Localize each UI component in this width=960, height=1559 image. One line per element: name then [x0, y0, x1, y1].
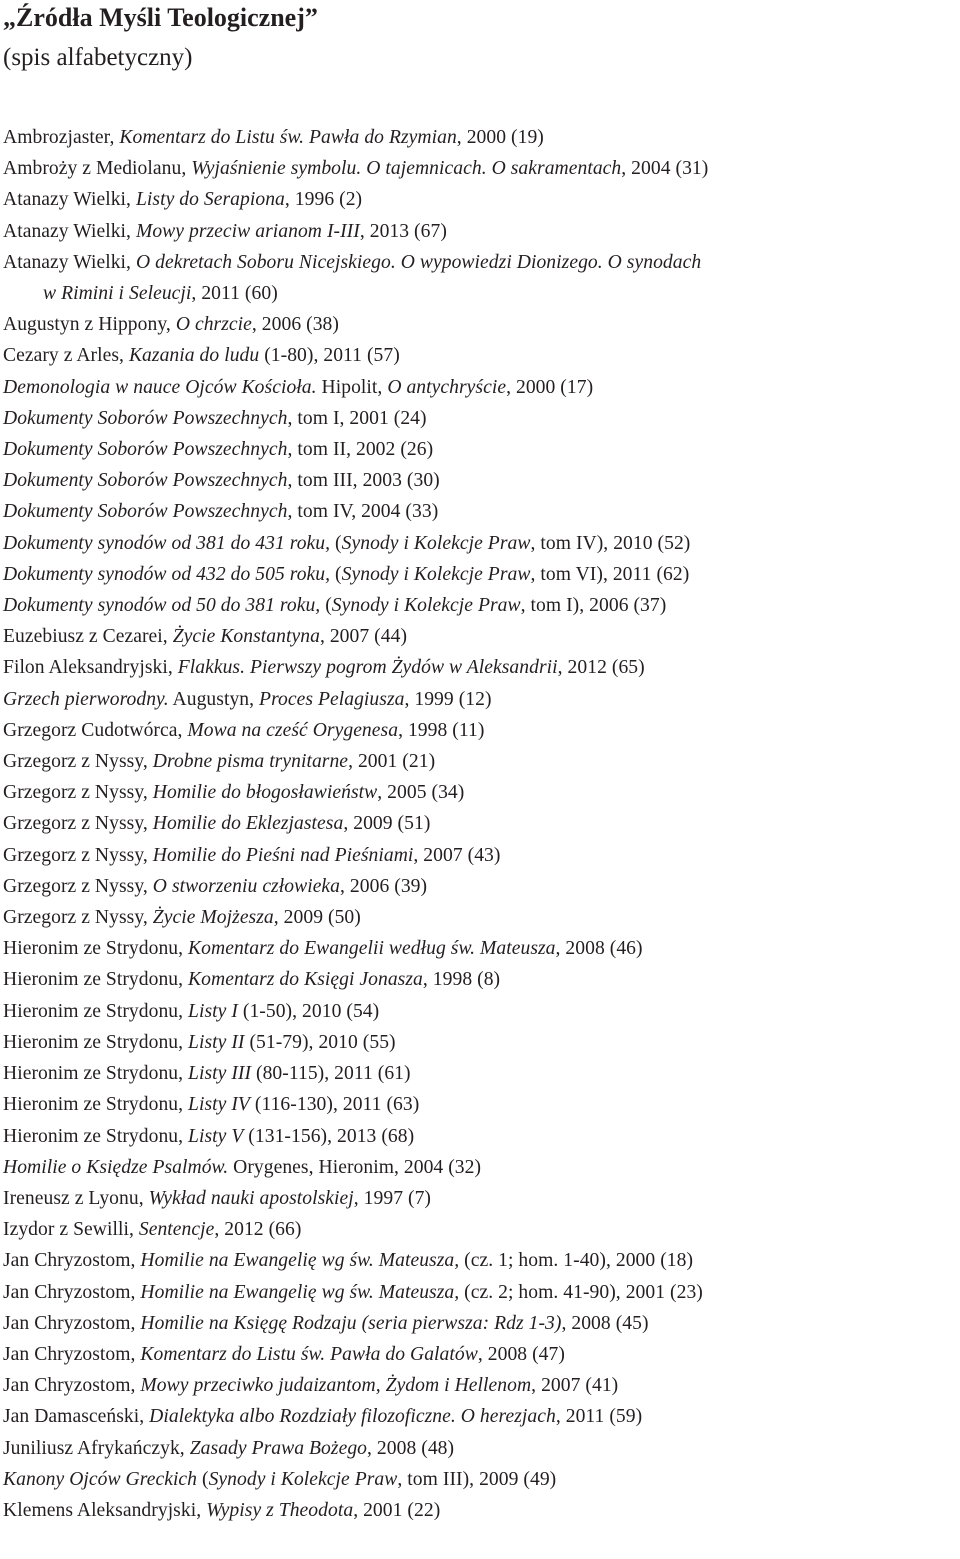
list-item — [3, 590, 960, 621]
entry-text: , 2013 (67) — [359, 220, 447, 242]
list-item — [3, 652, 960, 683]
entry-text: , 2009 (50) — [273, 907, 361, 929]
list-item — [3, 684, 960, 715]
entry-title-italic: Listy V — [188, 1125, 244, 1147]
entry-text: Augustyn, — [168, 688, 260, 710]
entry-title-italic: Kazania do ludu — [128, 345, 260, 367]
entry-title-italic: O antychryście — [387, 376, 507, 398]
entry-title-italic: Dokumenty Soborów Powszechnych — [3, 470, 288, 492]
entry-title-italic: O stworzeniu człowieka — [152, 875, 341, 897]
entry-title-italic: Komentarz do Listu św. Pawła do Galatów — [140, 1343, 478, 1365]
list-item — [3, 153, 960, 184]
list-item — [3, 122, 960, 153]
entry-text: Hieronim ze Strydonu, — [3, 938, 189, 960]
entry-title-italic: Dokumenty synodów od 50 do 381 roku, — [3, 595, 321, 617]
entry-text: Jan Damasceński, — [3, 1406, 150, 1428]
entry-text: , 1998 (11) — [398, 719, 485, 741]
entry-text: , 2012 (65) — [557, 657, 645, 679]
list-item — [3, 1370, 960, 1401]
entry-text: Juniliusz Afrykańczyk, — [3, 1437, 190, 1459]
entry-text: , 2006 (39) — [340, 875, 428, 897]
entry-title-italic: Synody i Kolekcje Praw — [341, 563, 531, 585]
entry-title-italic: Grzech pierworodny. — [3, 688, 169, 710]
entry-text: Izydor z Sewilli, — [3, 1219, 139, 1241]
entry-text: Grzegorz z Nyssy, — [3, 844, 153, 866]
entry-text: ( — [330, 532, 342, 554]
entry-title-italic: Listy do Serapiona — [135, 189, 285, 211]
entry-text: (131-156), 2013 (68) — [243, 1125, 415, 1147]
entry-title-italic: Dialektyka albo Rozdziały filozoficzne. O herezjach — [149, 1406, 556, 1428]
entry-text: (cz. 2; hom. 41-90), 2001 (23) — [459, 1281, 703, 1303]
entry-title-italic: Listy III — [188, 1063, 252, 1085]
entry-text: ( — [320, 595, 332, 617]
list-item — [3, 1339, 960, 1370]
entry-title-italic: Synody i Kolekcje Praw — [331, 595, 521, 617]
entry-text: , 2001 (21) — [348, 751, 436, 773]
entry-text: , tom III), 2009 (49) — [397, 1468, 557, 1490]
entry-text: , 2007 (43) — [413, 844, 501, 866]
entry-title-italic: Homilie do Pieśni nad Pieśniami — [152, 844, 414, 866]
list-item — [3, 403, 960, 434]
entry-title-italic: Komentarz do Ewangelii według św. Mateusza — [188, 938, 556, 960]
entry-text: Ireneusz z Lyonu, — [3, 1187, 149, 1209]
list-item — [3, 247, 960, 309]
entry-title-italic: Dokumenty Soborów Powszechnych — [3, 407, 288, 429]
entry-text: , 2006 (38) — [251, 314, 339, 336]
entry-text: ( — [330, 563, 342, 585]
entry-text: , 2008 (45) — [561, 1312, 649, 1334]
entry-text: , tom VI), 2011 (62) — [530, 563, 690, 585]
entry-text: , tom IV), 2010 (52) — [530, 532, 691, 554]
entry-text: Grzegorz Cudotwórca, — [3, 719, 188, 741]
list-item — [3, 777, 960, 808]
entry-title-italic: Dokumenty synodów od 432 do 505 roku, — [3, 563, 331, 585]
list-item — [3, 528, 960, 559]
list-item — [3, 340, 960, 371]
list-item — [3, 746, 960, 777]
entry-title-italic: Życie Konstantyna — [172, 626, 320, 648]
list-item — [3, 1058, 960, 1089]
entry-title-italic: Dokumenty Soborów Powszechnych — [3, 439, 288, 461]
entry-text: , 2001 (22) — [353, 1499, 441, 1521]
entry-text: , 2004 (31) — [621, 158, 709, 180]
entry-text: Jan Chryzostom, — [3, 1312, 141, 1334]
list-item — [3, 1245, 960, 1276]
entry-title-italic: Proces Pelagiusza — [259, 688, 405, 710]
entry-text: Jan Chryzostom, — [3, 1281, 141, 1303]
list-item — [3, 1121, 960, 1152]
entry-title-italic: Mowy przeciw arianom I-III — [135, 220, 360, 242]
entry-text: , 2005 (34) — [377, 782, 465, 804]
entry-title-italic: Mowa na cześć Orygenesa — [187, 719, 399, 741]
entry-title-italic: Zasady Prawa Bożego — [189, 1437, 368, 1459]
entry-title-italic: Kanony Ojców Greckich — [3, 1468, 198, 1490]
entry-text: , 1998 (8) — [422, 969, 501, 991]
list-item — [3, 621, 960, 652]
entry-title-italic: Homilie o Księdze Psalmów. — [3, 1156, 229, 1178]
entry-text: Jan Chryzostom, — [3, 1250, 141, 1272]
entry-text: , 2007 (41) — [531, 1375, 619, 1397]
entry-title-italic: Sentencje — [138, 1219, 215, 1241]
entry-text: Grzegorz z Nyssy, — [3, 751, 153, 773]
list-item — [3, 465, 960, 496]
list-item — [3, 1027, 960, 1058]
entry-text: (116-130), 2011 (63) — [249, 1094, 420, 1116]
list-item — [3, 184, 960, 215]
entry-text: (1-50), 2010 (54) — [237, 1000, 380, 1022]
entry-title-italic: O dekretach Soboru Nicejskiego. O wypowiedzi Dionizego. O synodach — [135, 251, 702, 273]
page-subtitle: (spis alfabetyczny) — [3, 44, 193, 71]
list-item — [3, 1089, 960, 1120]
entry-title-italic: Dokumenty synodów od 381 do 431 roku, — [3, 532, 331, 554]
entry-title-italic: Komentarz do Księgi Jonasza — [188, 969, 423, 991]
entry-title-italic: Homilie do Eklezjastesa — [152, 813, 344, 835]
entry-title-italic: O chrzcie — [175, 314, 252, 336]
entry-text: Hieronim ze Strydonu, — [3, 1031, 189, 1053]
entry-title-italic: Homilie na Ewangelię wg św. Mateusza, — [140, 1281, 460, 1303]
list-item — [3, 996, 960, 1027]
entry-title-italic: Wykład nauki apostolskiej — [148, 1187, 354, 1209]
entry-text: Ambrozjaster, — [3, 127, 120, 148]
entry-title-italic: Homilie na Ewangelię wg św. Mateusza, — [140, 1250, 460, 1272]
list-item — [3, 1308, 960, 1339]
entry-text: , 2008 (48) — [367, 1437, 455, 1459]
entry-text: Orygenes, Hieronim, 2004 (32) — [228, 1156, 482, 1178]
entry-title-italic: Listy I — [188, 1000, 238, 1022]
list-item — [3, 964, 960, 995]
page-title: „Źródła Myśli Teologicznej” — [3, 3, 318, 32]
entry-title-italic: Dokumenty Soborów Powszechnych — [3, 501, 288, 523]
list-item — [3, 434, 960, 465]
entry-text: , tom III, 2003 (30) — [287, 470, 440, 492]
entry-text: Hipolit, — [316, 376, 388, 398]
entry-title-italic: Flakkus. Pierwszy pogrom Żydów w Aleksandrii — [177, 657, 558, 679]
entry-text: Euzebiusz z Cezarei, — [3, 626, 173, 648]
entry-text: Atanazy Wielki, — [3, 189, 136, 211]
entry-text: Hieronim ze Strydonu, — [3, 1125, 189, 1147]
entry-text: Atanazy Wielki, — [3, 220, 136, 242]
entry-title-italic: Listy II — [188, 1031, 245, 1053]
entry-text: , tom I), 2006 (37) — [520, 595, 667, 617]
entry-title-italic: Mowy przeciwko judaizantom, Żydom i Hellenom — [140, 1375, 532, 1397]
entry-text: Grzegorz z Nyssy, — [3, 782, 153, 804]
entry-text: Hieronim ze Strydonu, — [3, 1094, 189, 1116]
list-item — [3, 1183, 960, 1214]
list-item — [3, 1433, 960, 1464]
entry-title-italic: Życie Mojżesza — [152, 907, 274, 929]
entry-text: Jan Chryzostom, — [3, 1343, 141, 1365]
entry-text: , 2009 (51) — [343, 813, 431, 835]
list-item — [3, 372, 960, 403]
list-item — [3, 933, 960, 964]
list-item — [3, 715, 960, 746]
entry-title-italic: Homilie na Księgę Rodzaju (seria pierwsza: Rdz 1-3) — [140, 1312, 562, 1334]
entry-text: , 1999 (12) — [404, 688, 492, 710]
entry-text: , tom II, 2002 (26) — [287, 439, 434, 461]
entry-title-italic: Wyjaśnienie symbolu. O tajemnicach. O sakramentach — [191, 158, 622, 180]
entry-text: Hieronim ze Strydonu, — [3, 1000, 189, 1022]
entry-text: Filon Aleksandryjski, — [3, 657, 178, 679]
entry-text: , 2012 (66) — [214, 1219, 302, 1241]
entry-text: , 1997 (7) — [353, 1187, 431, 1209]
entry-text: Cezary z Arles, — [3, 345, 129, 367]
list-item — [3, 1401, 960, 1432]
entry-text: Hieronim ze Strydonu, — [3, 1063, 189, 1085]
entry-text: , 2007 (44) — [319, 626, 408, 648]
entry-text: Grzegorz z Nyssy, — [3, 813, 153, 835]
list-item — [3, 309, 960, 340]
entry-title-italic: Synody i Kolekcje Praw — [208, 1468, 398, 1490]
entry-text: , tom I, 2001 (24) — [287, 407, 427, 429]
entry-title-italic: Komentarz do Listu św. Pawła do Rzymian — [119, 127, 457, 148]
list-item — [3, 496, 960, 527]
entry-text: , 2011 (59) — [555, 1406, 643, 1428]
entry-title-italic: Listy IV — [188, 1094, 250, 1116]
entry-text: , 2011 (60) — [191, 283, 278, 305]
entry-text: Ambroży z Mediolanu, — [3, 158, 192, 180]
bibliography-list — [3, 122, 960, 1526]
list-item — [3, 902, 960, 933]
entry-text: ( — [197, 1468, 209, 1490]
entry-continuation-line — [3, 278, 960, 309]
entry-title-italic: Synody i Kolekcje Praw — [341, 532, 531, 554]
list-item — [3, 1495, 960, 1526]
entry-text: , tom IV, 2004 (33) — [287, 501, 439, 523]
entry-text: , 2000 (17) — [506, 376, 594, 398]
entry-text: Augustyn z Hippony, — [3, 314, 176, 336]
list-item — [3, 1277, 960, 1308]
entry-text: Atanazy Wielki, — [3, 251, 136, 273]
entry-text: Jan Chryzostom, — [3, 1375, 141, 1397]
entry-text: (51-79), 2010 (55) — [244, 1031, 396, 1053]
entry-title-italic: Demonologia w nauce Ojców Kościoła. — [3, 376, 317, 398]
entry-text: Grzegorz z Nyssy, — [3, 907, 153, 929]
entry-text: (cz. 1; hom. 1-40), 2000 (18) — [459, 1250, 694, 1272]
entry-text: Klemens Aleksandryjski, — [3, 1499, 207, 1521]
entry-text: , 2008 (46) — [555, 938, 643, 960]
list-item — [3, 840, 960, 871]
list-item — [3, 216, 960, 247]
entry-text: , 2000 (19) — [456, 127, 544, 148]
list-item — [3, 1214, 960, 1245]
entry-text: (80-115), 2011 (61) — [251, 1063, 411, 1085]
list-item — [3, 559, 960, 590]
entry-text: Grzegorz z Nyssy, — [3, 875, 153, 897]
entry-title-italic: Wypisy z Theodota — [206, 1499, 354, 1521]
list-item — [3, 1152, 960, 1183]
list-item — [3, 808, 960, 839]
entry-text: (1-80), 2011 (57) — [259, 345, 400, 367]
entry-title-italic: Drobne pisma trynitarne — [152, 751, 349, 773]
entry-text: , 2008 (47) — [477, 1343, 565, 1365]
entry-title-italic: w Rimini i Seleucji — [43, 283, 192, 305]
list-item — [3, 871, 960, 902]
list-item — [3, 1464, 960, 1495]
entry-title-italic: Homilie do błogosławieństw — [152, 782, 378, 804]
entry-text: Hieronim ze Strydonu, — [3, 969, 189, 991]
entry-text: , 1996 (2) — [284, 189, 363, 211]
